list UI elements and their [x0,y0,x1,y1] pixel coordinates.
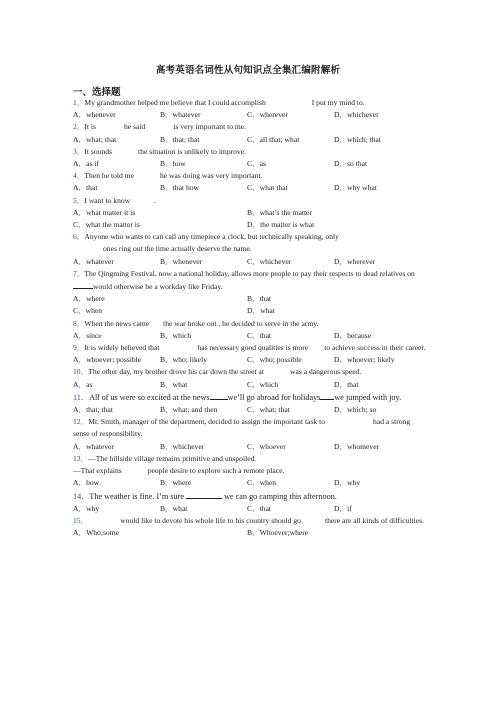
option: D．which; so [334,405,377,415]
option: C．that [247,330,272,340]
stem-text: Anyone who wants to can call any timepiece a clock, but technically speaking, only [84,232,339,242]
option: C．what; that [247,405,290,415]
option: C．what that [247,183,288,193]
stem-text: would like to devote his whole life to his country should go [120,515,301,525]
question-number: 12． [73,417,89,427]
stem-text: we jumped with joy. [334,392,402,402]
question-6-options [73,256,428,268]
question-number: 11． [73,392,90,402]
option: B．that how [160,183,200,193]
option: A．as if [73,159,99,169]
question-7-options-row2 [73,305,428,317]
option: D．wherever [334,256,376,266]
option: D．why [334,478,361,488]
answer-blank [73,280,93,289]
stem-text: My grandmother helped me believe that I could accomplish [84,98,266,107]
stem-text: —That explains [73,466,122,476]
question-6-stem [73,231,428,243]
stem-text: he was doing was very important. [159,171,263,181]
option: A．that; that [73,405,113,415]
option: B．what [160,503,188,513]
option: B．who; likely [160,355,208,365]
option: A．whoever; possible [73,355,142,365]
stem-text: I want to know [84,195,131,205]
question-number: 4． [73,171,85,181]
option: A．since [73,330,102,340]
option: A．how [73,478,100,488]
question-number: 5． [73,195,85,205]
stem-text: . [154,195,157,205]
question-number: 3． [73,146,85,156]
option: B．whenever [160,256,203,266]
answer-blank [210,391,228,400]
stem-text: to achieve success in their career. [324,343,426,353]
question-7-stem [73,268,428,293]
option: B．that; that [160,134,200,144]
document-title: 高考英语名词性从句知识点全集汇编附解析 [155,66,341,76]
section-heading: 一、选择题 [73,88,121,98]
option: D．if [334,503,352,513]
option: B．that [247,294,272,304]
option: C．whichever [247,256,292,266]
question-number: 8． [73,318,85,328]
question-7-options-row1 [73,293,428,305]
option: D．which; that [334,134,382,144]
question-11-stem [73,391,428,404]
stem-text: I put my mind to. [311,98,365,107]
option: A．whatever [73,441,114,451]
question-1-stem [73,97,428,109]
option: C．which [247,379,279,389]
stem-text: was a dangerous speed. [289,367,362,377]
answer-blank [320,391,334,400]
option: B．how [160,159,186,169]
question-6-stem-cont [73,243,428,255]
option: C．all that; what [247,134,300,144]
option: D．what [247,306,275,316]
option: A．that [73,183,98,193]
option: B．whatever [160,110,201,120]
option: C．as [247,159,266,169]
question-8-options [73,330,428,342]
question-8-stem [73,318,428,330]
option: A．what; that [73,134,117,144]
question-number: 6． [73,232,85,242]
option: D．the matter is what [247,220,315,230]
stem-text: the war broke out , he decided to serve in the army. [163,318,319,328]
stem-text: It sounds [84,146,113,156]
question-14-options [73,503,428,515]
option: D．because [334,330,372,340]
question-13-stem [73,453,428,465]
question-3-stem [73,146,428,158]
stem-text: has necessary good qualities is more [197,343,309,353]
option: B．what’s the matter [247,207,312,217]
option: C．when [73,306,103,316]
option: D．whomever [334,441,380,451]
option: C．when [247,478,277,488]
option: C．whoever [247,441,286,451]
question-2-options [73,134,428,146]
question-number: 13． [73,453,89,463]
option: D．that [334,379,359,389]
question-11-options [73,404,428,416]
stem-text: When the news came [84,318,150,328]
option: B．what; and then [160,405,218,415]
question-4-options [73,182,428,194]
option: B．where [160,478,192,488]
option: A．whatever [73,256,114,266]
stem-text: Mr. Smith, manager of the department, decided to assign the important task to [88,417,326,427]
option: A．whenever [73,110,116,120]
option: C．who; possible [247,355,302,365]
question-number: 10． [73,367,89,377]
option: A．why [73,503,100,513]
question-14-stem [73,490,428,503]
stem-text: there are all kinds of difficulties. [324,515,424,525]
stem-text: ones ring out the time actually deserve the name. [103,244,252,254]
question-1-options [73,109,428,121]
question-5-stem [73,195,428,207]
stem-text: It is widely believed that [84,343,160,353]
option: D．whichever [334,110,379,120]
stem-text: The weather is fine. I’m sure [89,491,184,501]
option: B．which [160,330,192,340]
question-number: 1． [73,98,85,107]
stem-text: is very important to me. [173,122,247,132]
question-3-options [73,158,428,170]
question-number: 14． [73,491,90,501]
stem-text: people desire to explore such a remote place. [147,466,285,476]
stem-text: we’ll go abroad for holidays [227,392,321,402]
question-2-stem [73,121,428,133]
stem-text: The Qingming Festival, now a national holiday, allows more people to pay their respects to dead relatives on [84,268,415,278]
question-13-reply [73,465,428,477]
question-12-stem [73,416,428,440]
question-10-options [73,379,428,391]
option: A．as [73,379,93,389]
stem-text: the situation is unlikely to improve. [138,146,247,156]
answer-blank [186,490,222,499]
stem-text: Then he told me [84,171,134,181]
stem-text: we can go camping this afternoon. [224,491,337,501]
option: B．Whoever;where [247,528,309,538]
option: A．where [73,294,105,304]
question-15-options [73,527,428,539]
option: A．what matter it is [73,207,136,217]
stem-text: would otherwise be a workday like Friday. [93,282,223,292]
stem-text: It is [84,122,96,132]
question-number: 9． [73,343,85,353]
option: D．whoever; likely [334,355,395,365]
option: D．so that [334,159,368,169]
question-12-options [73,441,428,453]
question-4-stem [73,170,428,182]
option: C．what the matter is [73,220,140,230]
stem-text: he said [124,122,146,132]
question-5-options-row1 [73,207,428,219]
option: C．that [247,503,272,513]
option: D．why what [334,183,377,193]
option: B．what [160,379,188,389]
option: B．whichever [160,441,205,451]
option: C．wherever [247,110,288,120]
question-5-options-row2 [73,219,428,231]
stem-text: had a strong sense of responsibility. [73,417,411,439]
question-list [73,97,428,539]
question-9-options [73,354,428,366]
question-9-stem [73,342,428,354]
stem-text: —The hillside village remains primitive and unspoiled. [88,453,257,463]
question-13-options [73,477,428,489]
question-10-stem [73,366,428,378]
stem-text: All of us were so excited at the news [89,392,210,402]
question-number: 15． [73,515,89,525]
question-number: 7． [73,268,85,278]
question-15-stem [73,515,428,527]
question-number: 2． [73,122,85,132]
option: A．Who;some [73,528,119,538]
stem-text: The other day, my brother drove his car down the street at [88,367,264,377]
